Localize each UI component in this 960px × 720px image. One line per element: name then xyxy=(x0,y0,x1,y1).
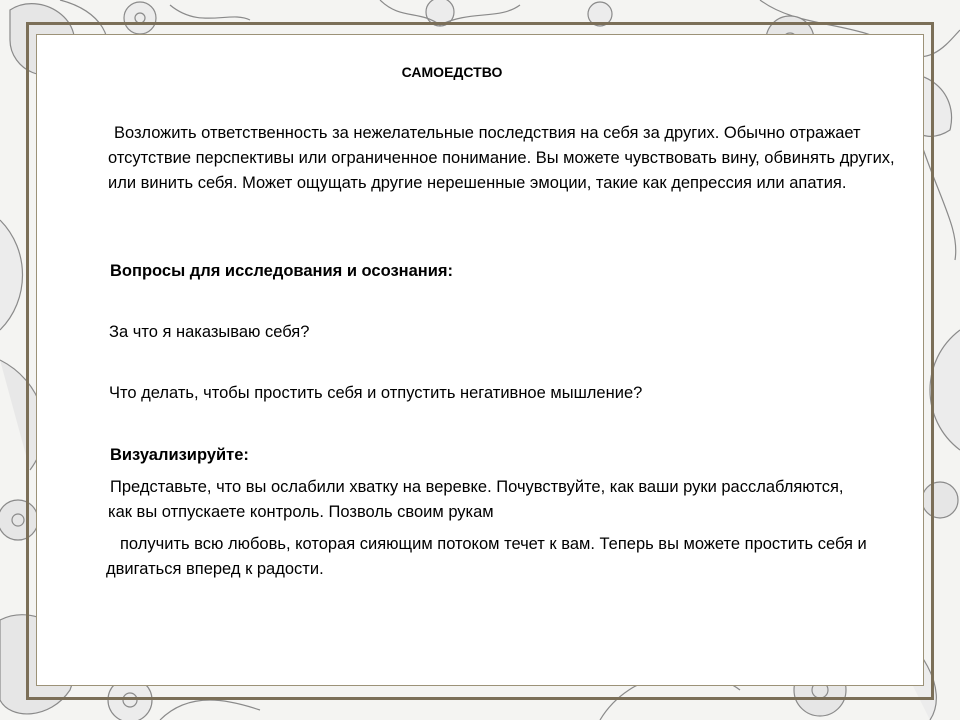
visualize-paragraph-1: Представьте, что вы ослабили хватку на веревке. Почувствуйте, как ваши руки расслабляются, как вы отпускаете контроль. Позволь своим рукам xyxy=(108,478,844,521)
intro-paragraph: Возложить ответственность за нежелательные последствия на себя за других. Обычно отражает отсутствие перспективы или ограниченное понимание. Вы можете чувствовать вину, обвинять других, или винить себя. Может ощущать другие нерешенные эмоции, такие как депрессия или апатия. xyxy=(108,124,895,192)
question-1: За что я наказываю себя? xyxy=(109,323,310,341)
page-title: САМОЕДСТВО xyxy=(401,64,503,80)
question-2: Что делать, чтобы простить себя и отпустить негативное мышление? xyxy=(109,384,643,402)
questions-heading: Вопросы для исследования и осознания: xyxy=(110,262,454,280)
visualize-paragraph-2: получить всю любовь, которая сияющим потоком течет к вам. Теперь вы можете простить себя и двигаться вперед к радости. xyxy=(106,535,867,578)
visualize-heading: Визуализируйте: xyxy=(110,446,249,464)
